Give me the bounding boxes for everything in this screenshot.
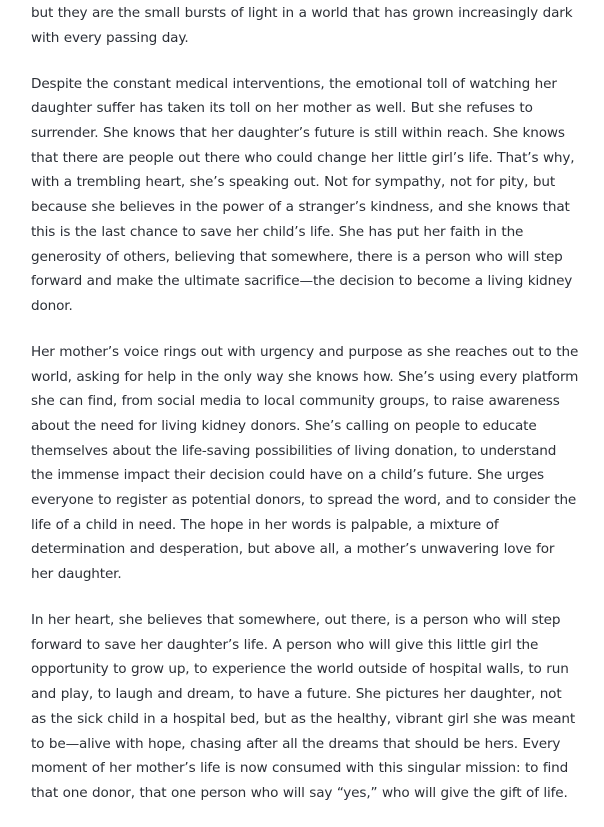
article-paragraph: Her mother’s voice rings out with urgency and purpose as she reaches out to the world, asking for help in the only way she knows how. She’s using every platform she can find, from social media to local community groups, to raise awareness about the need for living kidney donors. She’s calling on people to educate themselves about the life-saving possibilities of living donation, to understand the immense impact their decision could have on a child’s future. She urges everyone to register as potential donors, to spread the word, and to consider the life of a child in need. The hope in her words is palpable, a mixture of determination and desperation, but above all, a mother’s unwavering love for her daughter. [31, 343, 579, 583]
article-body [31, 1, 579, 827]
article-paragraph: In her heart, she believes that somewhere, out there, is a person who will step forward to save her daughter’s life. A person who will give this little girl the opportunity to grow up, to experience the world outside of hospital walls, to run and play, to laugh and dream, to have a future. She pictures her daughter, not as the sick child in a hospital bed, but as the healthy, vibrant girl she was meant to be—alive with hope, chasing after all the dreams that should be hers. Every moment of her mother’s life is now consumed with this singular mission: to find that one donor, that one person who will say “yes,” who will give the gift of life. [31, 612, 576, 801]
article-paragraph: Despite the constant medical interventions, the emotional toll of watching her daughter suffer has taken its toll on her mother as well. But she refuses to surrender. She knows that her daughter’s future is still within reach. She knows that there are people out there who could change her little girl’s life. That’s why, with a trembling heart, she’s speaking out. Not for sympathy, not for pity, but because she believes in the power of a stranger’s kindness, and she knows that this is the last chance to save her child’s life. She has put her faith in the generosity of others, believing that somewhere, there is a person who will step forward and make the ultimate sacrifice—the decision to become a living kidney donor. [31, 75, 575, 314]
article-paragraph: but they are the small bursts of light in a world that has grown increasingly dark with every passing day. [31, 5, 573, 46]
